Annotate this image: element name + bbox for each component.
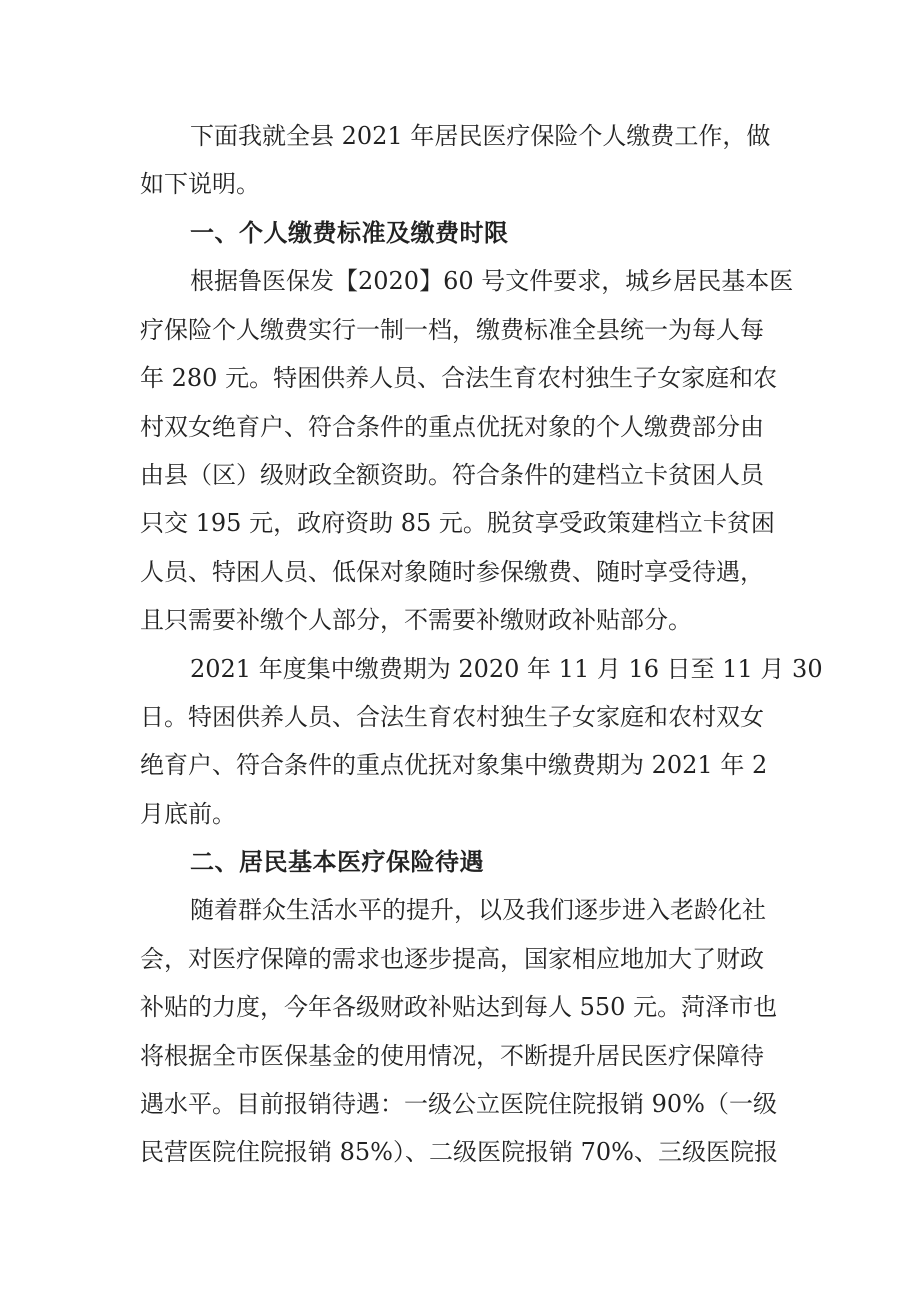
section-1-para-2-line-4: 月底前。 — [140, 800, 236, 828]
section-1-para-1-line-8: 且只需要补缴个人部分，不需要补缴财政补贴部分。 — [140, 606, 692, 634]
section-2-para-1-line-3: 补贴的力度，今年各级财政补贴达到每人 550 元。菏泽市也 — [140, 993, 778, 1021]
section-2-heading: 二、居民基本医疗保险待遇 — [190, 848, 484, 876]
section-1-para-1-line-3: 年 280 元。特困供养人员、合法生育农村独生子女家庭和农 — [140, 364, 778, 392]
intro-line-2: 如下说明。 — [140, 170, 260, 198]
section-2-para-1-line-6: 民营医院住院报销 85%）、二级医院报销 70%、三级医院报 — [140, 1138, 778, 1166]
section-1-para-1-line-2: 疗保险个人缴费实行一制一档，缴费标准全县统一为每人每 — [140, 316, 764, 344]
section-1-para-2-line-2: 日。特困供养人员、合法生育农村独生子女家庭和农村双女 — [140, 703, 764, 731]
section-1-heading: 一、个人缴费标准及缴费时限 — [190, 219, 509, 247]
section-1-para-1-line-7: 人员、特困人员、低保对象随时参保缴费、随时享受待遇， — [140, 558, 764, 586]
section-2-para-1-line-5: 遇水平。目前报销待遇：一级公立医院住院报销 90%（一级 — [140, 1090, 777, 1118]
section-1-para-1-line-5: 由县（区）级财政全额资助。符合条件的建档立卡贫困人员 — [140, 461, 764, 489]
section-2-para-1-line-4: 将根据全市医保基金的使用情况，不断提升居民医疗保障待 — [140, 1042, 764, 1070]
section-1-para-2-line-3: 绝育户、符合条件的重点优抚对象集中缴费期为 2021 年 2 — [140, 751, 768, 779]
section-2-para-1-line-1: 随着群众生活水平的提升，以及我们逐步进入老龄化社 — [190, 896, 766, 924]
section-1-para-1-line-1: 根据鲁医保发【2020】60 号文件要求，城乡居民基本医 — [190, 267, 794, 295]
section-1-para-2-line-1: 2021 年度集中缴费期为 2020 年 11 月 16 日至 11 月 30 — [190, 655, 823, 683]
section-1-para-1-line-4: 村双女绝育户、符合条件的重点优抚对象的个人缴费部分由 — [140, 413, 764, 441]
intro-line-1: 下面我就全县 2021 年居民医疗保险个人缴费工作，做 — [190, 122, 771, 150]
section-2-para-1-line-2: 会，对医疗保障的需求也逐步提高，国家相应地加大了财政 — [140, 945, 764, 973]
section-1-para-1-line-6: 只交 195 元，政府资助 85 元。脱贫享受政策建档立卡贫困 — [140, 509, 775, 537]
